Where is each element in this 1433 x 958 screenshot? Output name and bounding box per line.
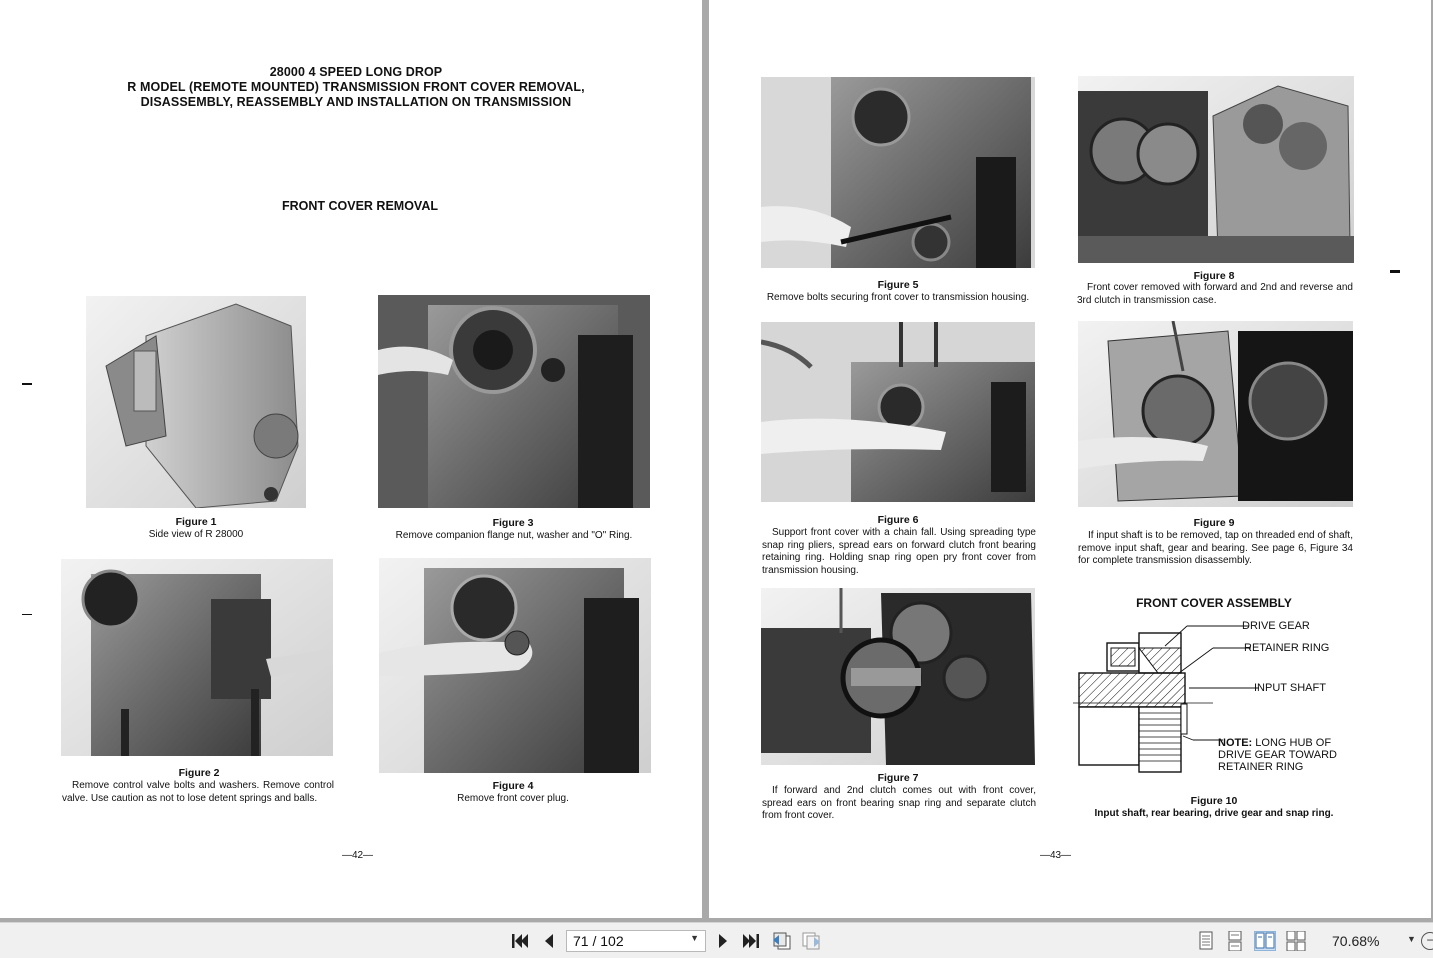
next-page-icon[interactable]	[712, 931, 734, 951]
figure-1-photo	[86, 296, 306, 508]
figure-9-photo	[1078, 321, 1353, 507]
figure-10-label: Figure 10	[1190, 795, 1238, 807]
history-forward-icon[interactable]	[800, 931, 822, 951]
page-43	[709, 0, 1431, 918]
figure-7-label: Figure 7	[877, 772, 919, 784]
note-line-1: LONG HUB OF	[1252, 737, 1332, 749]
figure-4-label: Figure 4	[492, 780, 534, 792]
previous-page-icon[interactable]	[538, 931, 560, 951]
figure-5-label: Figure 5	[877, 279, 919, 291]
figure-10-caption: Input shaft, rear bearing, drive gear and snap ring.	[1094, 808, 1334, 819]
figure-2-caption: Remove control valve bolts and washers. Remove control valve. Use caution as not to lose detent springs and balls.	[62, 780, 334, 804]
figure-7-photo	[761, 588, 1035, 765]
viewer-toolbar	[0, 922, 1433, 958]
note-line-2: DRIVE GEAR TOWARD	[1218, 749, 1337, 761]
figure-5-caption: Remove bolts securing front cover to transmission housing.	[766, 292, 1030, 303]
continuous-view-icon[interactable]	[1224, 931, 1246, 951]
figure-8-label: Figure 8	[1193, 270, 1235, 282]
figure-3-label: Figure 3	[492, 517, 534, 529]
figure-4-photo	[379, 558, 651, 773]
page-number: —43—	[1039, 850, 1072, 861]
section-heading: FRONT COVER REMOVAL	[281, 199, 439, 213]
figure-7-caption: If forward and 2nd clutch comes out with front cover, spread ears on front bearing snap ring and separate clutch from front cover.	[762, 785, 1036, 821]
input-shaft-label: INPUT SHAFT	[1254, 682, 1326, 694]
margin-mark	[22, 383, 32, 385]
figure-4-caption: Remove front cover plug.	[457, 793, 569, 804]
drive-gear-label: DRIVE GEAR	[1242, 620, 1310, 632]
margin-mark	[1390, 270, 1400, 273]
figure-1-label: Figure 1	[175, 516, 217, 528]
figure-9-caption: If input shaft is to be removed, tap on threaded end of shaft, remove input shaft, gear and bearing. See page 6, Figure 34 for complete transmission disassembly.	[1078, 530, 1353, 566]
zoom-out-button[interactable]: −	[1421, 932, 1433, 950]
title-line-2: R MODEL (REMOTE MOUNTED) TRANSMISSION FRONT COVER REMOVAL,	[127, 80, 585, 94]
figure-8-caption: Front cover removed with forward and 2nd and reverse and 3rd clutch in transmission case.	[1077, 282, 1353, 306]
page-number-field[interactable]	[566, 930, 706, 952]
note-line-3: RETAINER RING	[1218, 761, 1304, 773]
figure-3-caption: Remove companion flange nut, washer and "O" Ring.	[395, 530, 633, 541]
figure-2-label: Figure 2	[178, 767, 220, 779]
figure-1-caption: Side view of R 28000	[148, 529, 244, 540]
figure-6-caption: Support front cover with a chain fall. Using spreading type snap ring pliers, spread ears on forward clutch front bearing retaining ring. Holding snap ring open pry front cover from transmission housing.	[762, 527, 1036, 576]
title-line-3: DISASSEMBLY, REASSEMBLY AND INSTALLATION ON TRANSMISSION	[140, 95, 572, 109]
zoom-level[interactable]: 70.68%	[1332, 933, 1380, 949]
page-indicator: 71 / 102	[573, 933, 624, 949]
page-number: —42—	[341, 850, 374, 861]
note-bold: NOTE:	[1218, 737, 1253, 749]
assembly-note	[1218, 737, 1337, 773]
title-line-1: 28000 4 SPEED LONG DROP	[269, 65, 443, 79]
figure-6-label: Figure 6	[877, 514, 919, 526]
single-page-view-icon[interactable]	[1195, 931, 1217, 951]
figure-3-photo	[378, 295, 650, 508]
continuous-facing-view-icon[interactable]	[1285, 931, 1307, 951]
page-title	[80, 65, 632, 110]
assembly-heading: FRONT COVER ASSEMBLY	[1136, 596, 1292, 610]
history-back-icon[interactable]	[771, 931, 793, 951]
figure-5-photo	[761, 77, 1035, 268]
page-dropdown-icon[interactable]: ▼	[690, 933, 699, 943]
figure-2-photo	[61, 559, 333, 756]
page-42	[0, 0, 702, 918]
zoom-dropdown-icon[interactable]: ▼	[1407, 934, 1416, 944]
figure-9-label: Figure 9	[1193, 517, 1235, 529]
figure-8-photo	[1078, 76, 1354, 263]
retainer-ring-label: RETAINER RING	[1244, 642, 1330, 654]
last-page-icon[interactable]	[740, 931, 762, 951]
margin-mark	[22, 614, 32, 615]
figure-6-photo	[761, 322, 1035, 502]
first-page-icon[interactable]	[509, 931, 531, 951]
facing-pages-view-icon[interactable]	[1254, 931, 1276, 951]
